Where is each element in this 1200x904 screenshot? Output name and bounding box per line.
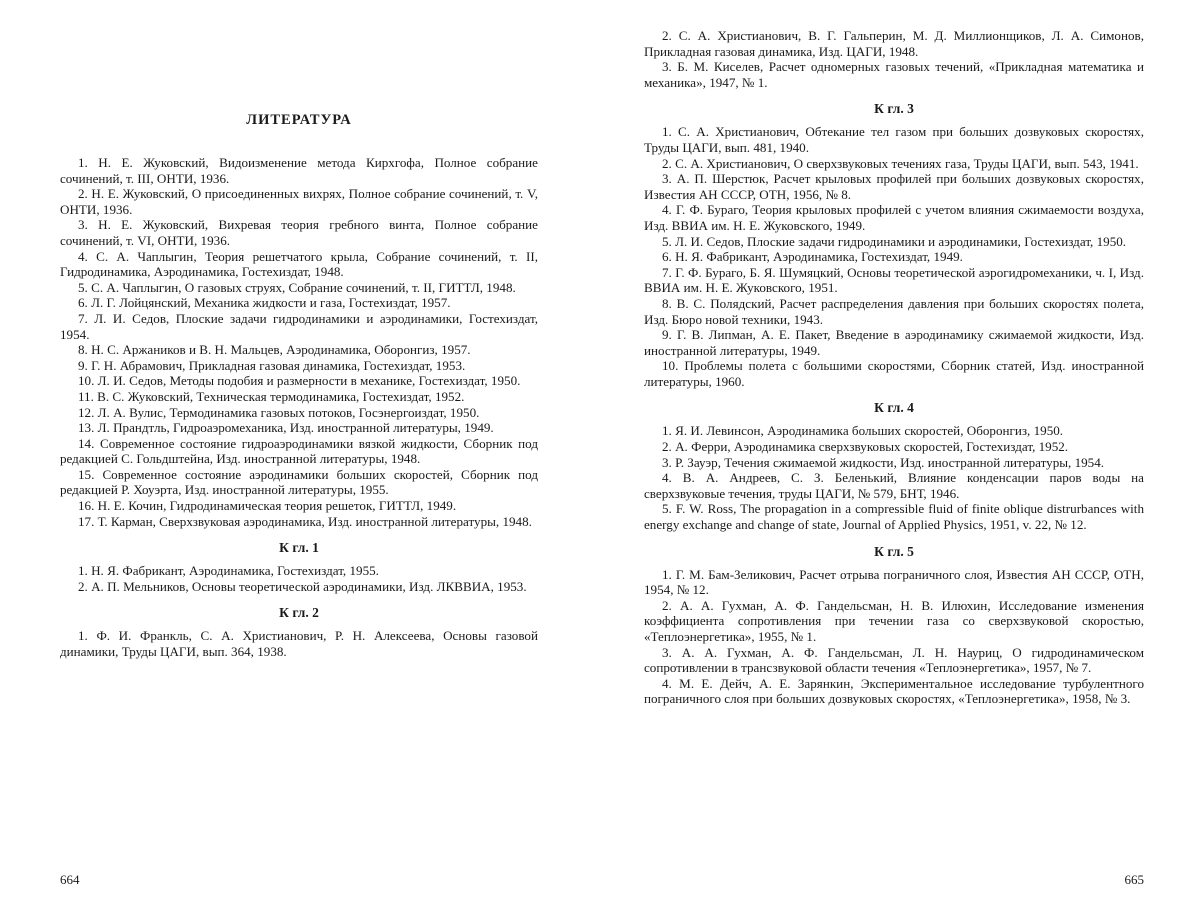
reference-entry: 3. А. А. Гухман, А. Ф. Гандельсман, Л. Н. Науриц, О гидродинамическом сопротивлении в трансзвуковой области течения «Теплоэнергетика», 1957, № 7. (644, 644, 1144, 676)
reference-entry: 15. Современное состояние аэродинамики больших скоростей, Сборник под редакцией Р. Хоуэрта, Изд. иностранной литературы, 1955. (60, 466, 538, 498)
references-list (60, 155, 538, 529)
left-page (60, 0, 538, 904)
reference-entry: 11. В. С. Жуковский, Техническая термодинамика, Гостехиздат, 1952. (78, 388, 465, 404)
reference-entry: 8. В. С. Полядский, Расчет распределения давления при больших скоростях полета, Изд. Бюро новой техники, 1943. (644, 295, 1144, 327)
chapter-2-heading: К гл. 2 (279, 605, 319, 621)
reference-entry: 2. А. П. Мельников, Основы теоретической аэродинамики, Изд. ЛКВВИА, 1953. (78, 578, 527, 594)
reference-entry: 2. А. Ферри, Аэродинамика сверхзвуковых скоростей, Гостехиздат, 1952. (662, 439, 1069, 455)
reference-entry: 1. С. А. Христианович, Обтекание тел газом при больших дозвуковых скоростях, Труды ЦАГИ, вып. 481, 1940. (644, 124, 1144, 155)
chapter-3-heading: К гл. 3 (874, 101, 914, 117)
reference-entry: 13. Л. Прандтль, Гидроаэромеханика, Изд. иностранной литературы, 1949. (78, 420, 494, 436)
reference-entry: 2. Н. Е. Жуковский, О присоединенных вихрях, Полное собрание сочинений, т. V, ОНТИ, 1936. (60, 186, 538, 217)
reference-entry: 5. Л. И. Седов, Плоские задачи гидродинамики и аэродинамики, Гостехиздат, 1950. (662, 233, 1127, 249)
reference-entry: 16. Н. Е. Кочин, Гидродинамическая теория решеток, ГИТТЛ, 1949. (78, 498, 457, 514)
reference-entry: 1. Г. М. Бам-Зеликович, Расчет отрыва пограничного слоя, Известия АН СССР, ОТН, 1954, № 12. (644, 566, 1144, 598)
book-gutter (592, 0, 593, 904)
reference-entry: 9. Г. В. Липман, А. Е. Пакет, Введение в аэродинамику сжимаемой жидкости, Изд. иностранной литературы, 1949. (644, 327, 1144, 358)
reference-entry: 5. F. W. Ross, The propagation in a compressible fluid of finite oblique distrurbances with energy exchange and change of state, Journal of Applied Physics, 1951, v. 22, № 12. (644, 501, 1144, 533)
reference-entry: 12. Л. А. Вулис, Термодинамика газовых потоков, Госэнергоиздат, 1950. (78, 404, 480, 420)
reference-entry: 10. Л. И. Седов, Методы подобия и размерности в механике, Гостехиздат, 1950. (78, 373, 521, 389)
references-heading: ЛИТЕРАТУРА (246, 112, 352, 128)
reference-entry: 1. Н. Е. Жуковский, Видоизменение метода Кирхгофа, Полное собрание сочинений, т. III, ОНТИ, 1936. (60, 155, 538, 186)
reference-entry: 14. Современное состояние гидроаэродинамики вязкой жидкости, Сборник под редакцией С. Гольдштейна, Изд. иностранной литературы, 1948. (60, 435, 538, 467)
reference-entry: 7. Л. И. Седов, Плоские задачи гидродинамики и аэродинамики, Гостехиздат, 1954. (60, 310, 538, 342)
reference-entry: 3. Н. Е. Жуковский, Вихревая теория гребного винта, Полное собрание сочинений, т. VI, ОНТИ, 1936. (60, 217, 538, 248)
reference-entry: 4. Г. Ф. Бураго, Теория крыловых профилей с учетом влияния сжимаемости воздуха, Изд. ВВИА им. Н. Е. Жуковского, 1949. (644, 202, 1144, 233)
reference-entry: 2. А. А. Гухман, А. Ф. Гандельсман, Н. В. Илюхин, Исследование изменения коэффициента сопротивления при течении газа со сверхзвуковой скоростью, «Теплоэнергетика», 1955, № 1. (644, 597, 1144, 644)
reference-entry: 1. Н. Я. Фабрикант, Аэродинамика, Гостехиздат, 1955. (78, 563, 379, 579)
reference-entry: 9. Г. Н. Абрамович, Прикладная газовая динамика, Гостехиздат, 1953. (78, 357, 466, 373)
reference-entry: 4. С. А. Чаплыгин, Теория решетчатого крыла, Собрание сочинений, т. II, Гидродинамика, Аэродинамика, Гостехиздат, 1948. (60, 248, 538, 280)
chapter-5-heading: К гл. 5 (874, 543, 914, 559)
reference-entry: 1. Ф. И. Франкль, С. А. Христианович, Р. Н. Алексеева, Основы газовой динамики, Труды ЦАГИ, вып. 364, 1938. (60, 628, 538, 660)
reference-entry: 5. С. А. Чаплыгин, О газовых струях, Собрание сочинений, т. II, ГИТТЛ, 1948. (78, 279, 516, 295)
reference-entry: 2. С. А. Христианович, О сверхзвуковых течениях газа, Труды ЦАГИ, вып. 543, 1941. (662, 155, 1139, 171)
page-number: 664 (60, 872, 80, 887)
reference-entry: 6. Л. Г. Лойцянский, Механика жидкости и газа, Гостехиздат, 1957. (78, 295, 451, 311)
reference-entry: 3. Р. Зауэр, Течения сжимаемой жидкости, Изд. иностранной литературы, 1954. (662, 454, 1105, 470)
reference-entry: 3. Б. М. Киселев, Расчет одномерных газовых течений, «Прикладная математика и механика», 1947, № 1. (644, 59, 1144, 90)
reference-entry: 4. В. А. Андреев, С. З. Беленький, Влияние конденсации паров воды на сверхзвуковые течения, труды ЦАГИ, № 579, БНТ, 1946. (644, 470, 1144, 501)
reference-entry: 8. Н. С. Аржаников и В. Н. Мальцев, Аэродинамика, Оборонгиз, 1957. (78, 342, 471, 358)
reference-entry: 1. Я. И. Левинсон, Аэродинамика больших скоростей, Оборонгиз, 1950. (662, 423, 1064, 439)
chapter-1-heading: К гл. 1 (279, 540, 319, 556)
reference-entry: 2. С. А. Христианович, В. Г. Гальперин, М. Д. Миллионщиков, Л. А. Симонов, Прикладная газовая динамика, Изд. ЦАГИ, 1948. (644, 28, 1144, 59)
reference-entry: 6. Н. Я. Фабрикант, Аэродинамика, Гостехиздат, 1949. (662, 249, 963, 265)
reference-entry: 17. Т. Карман, Сверхзвуковая аэродинамика, Изд. иностранной литературы, 1948. (78, 513, 532, 529)
reference-entry: 10. Проблемы полета с большими скоростями, Сборник статей, Изд. иностранной литературы, 1960. (644, 358, 1144, 389)
reference-entry: 3. А. П. Шерстюк, Расчет крыловых профилей при больших дозвуковых скоростях, Известия АН СССР, ОТН, 1956, № 8. (644, 171, 1144, 202)
reference-entry: 7. Г. Ф. Бураго, Б. Я. Шумяцкий, Основы теоретической аэрогидромеханики, ч. I, Изд. ВВИА им. Н. Е. Жуковского, 1951. (644, 264, 1144, 296)
chapter-4-heading: К гл. 4 (874, 400, 914, 416)
page-number: 665 (1124, 872, 1144, 887)
reference-entry: 4. М. Е. Дейч, А. Е. Зарянкин, Экспериментальное исследование турбулентного пограничного слоя при больших дозвуковых скоростях, «Теплоэнергетика», 1958, № 3. (644, 675, 1144, 707)
right-page (644, 0, 1144, 904)
